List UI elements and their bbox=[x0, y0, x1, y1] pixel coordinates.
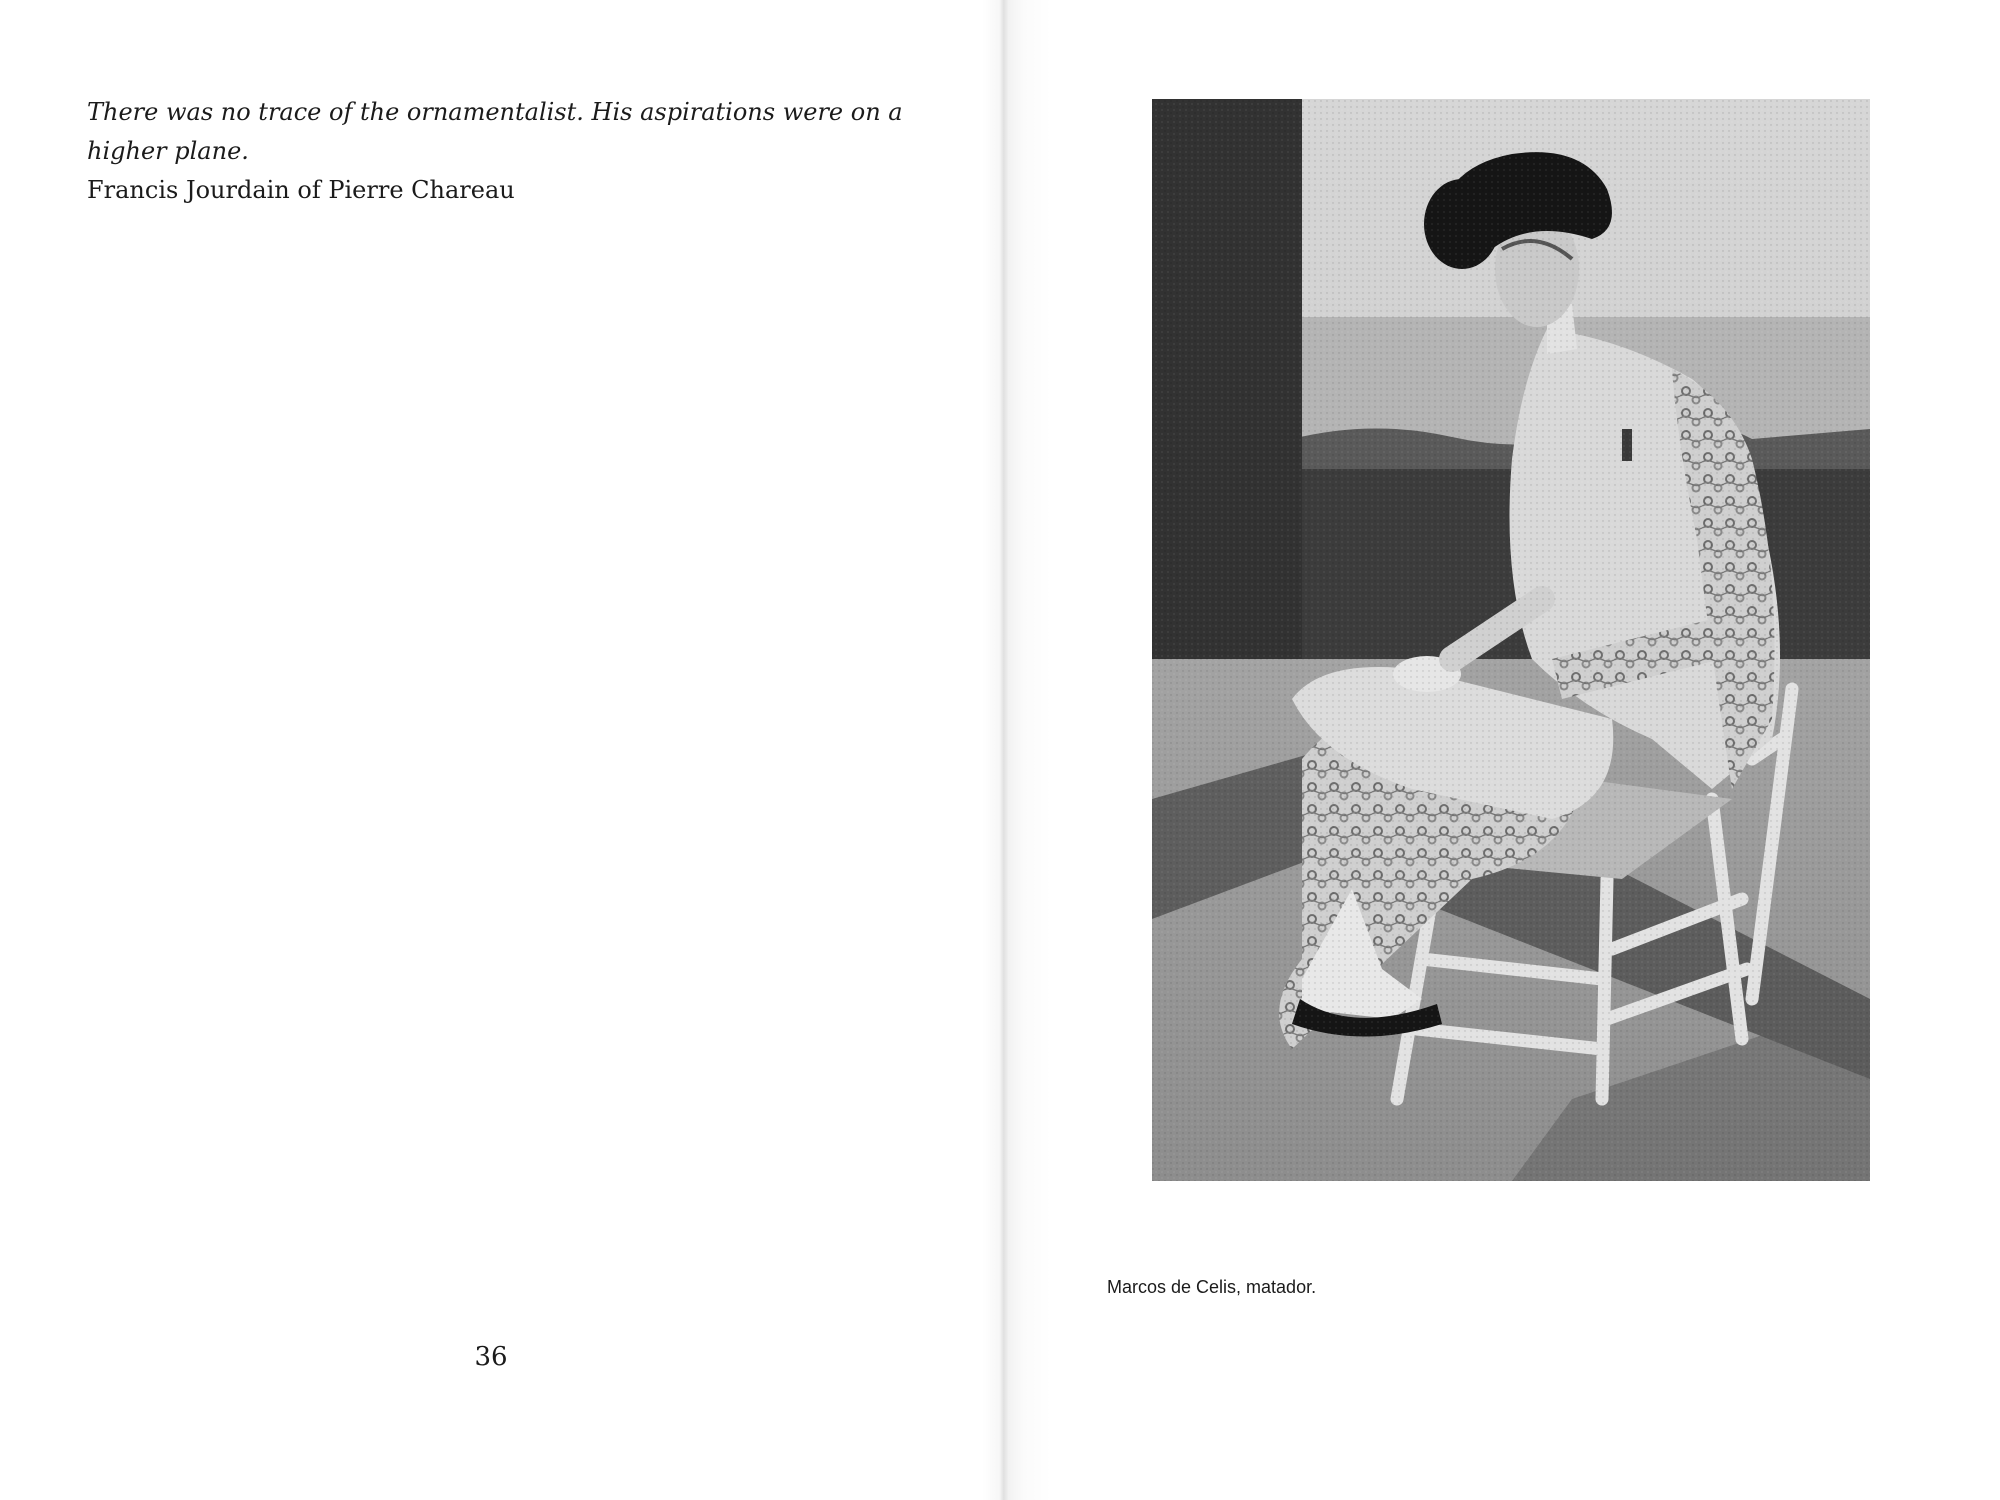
epigraph-quote: There was no trace of the ornamentalist. His aspirations were on a higher plane. bbox=[87, 98, 903, 165]
epigraph bbox=[87, 93, 947, 210]
photo-caption: Marcos de Celis, matador. bbox=[1107, 1277, 1317, 1297]
page-number: 36 bbox=[474, 1342, 508, 1372]
photo-grain bbox=[1152, 99, 1870, 1181]
matador-photo bbox=[1152, 99, 1870, 1181]
epigraph-attribution: Francis Jourdain of Pierre Chareau bbox=[87, 176, 515, 204]
